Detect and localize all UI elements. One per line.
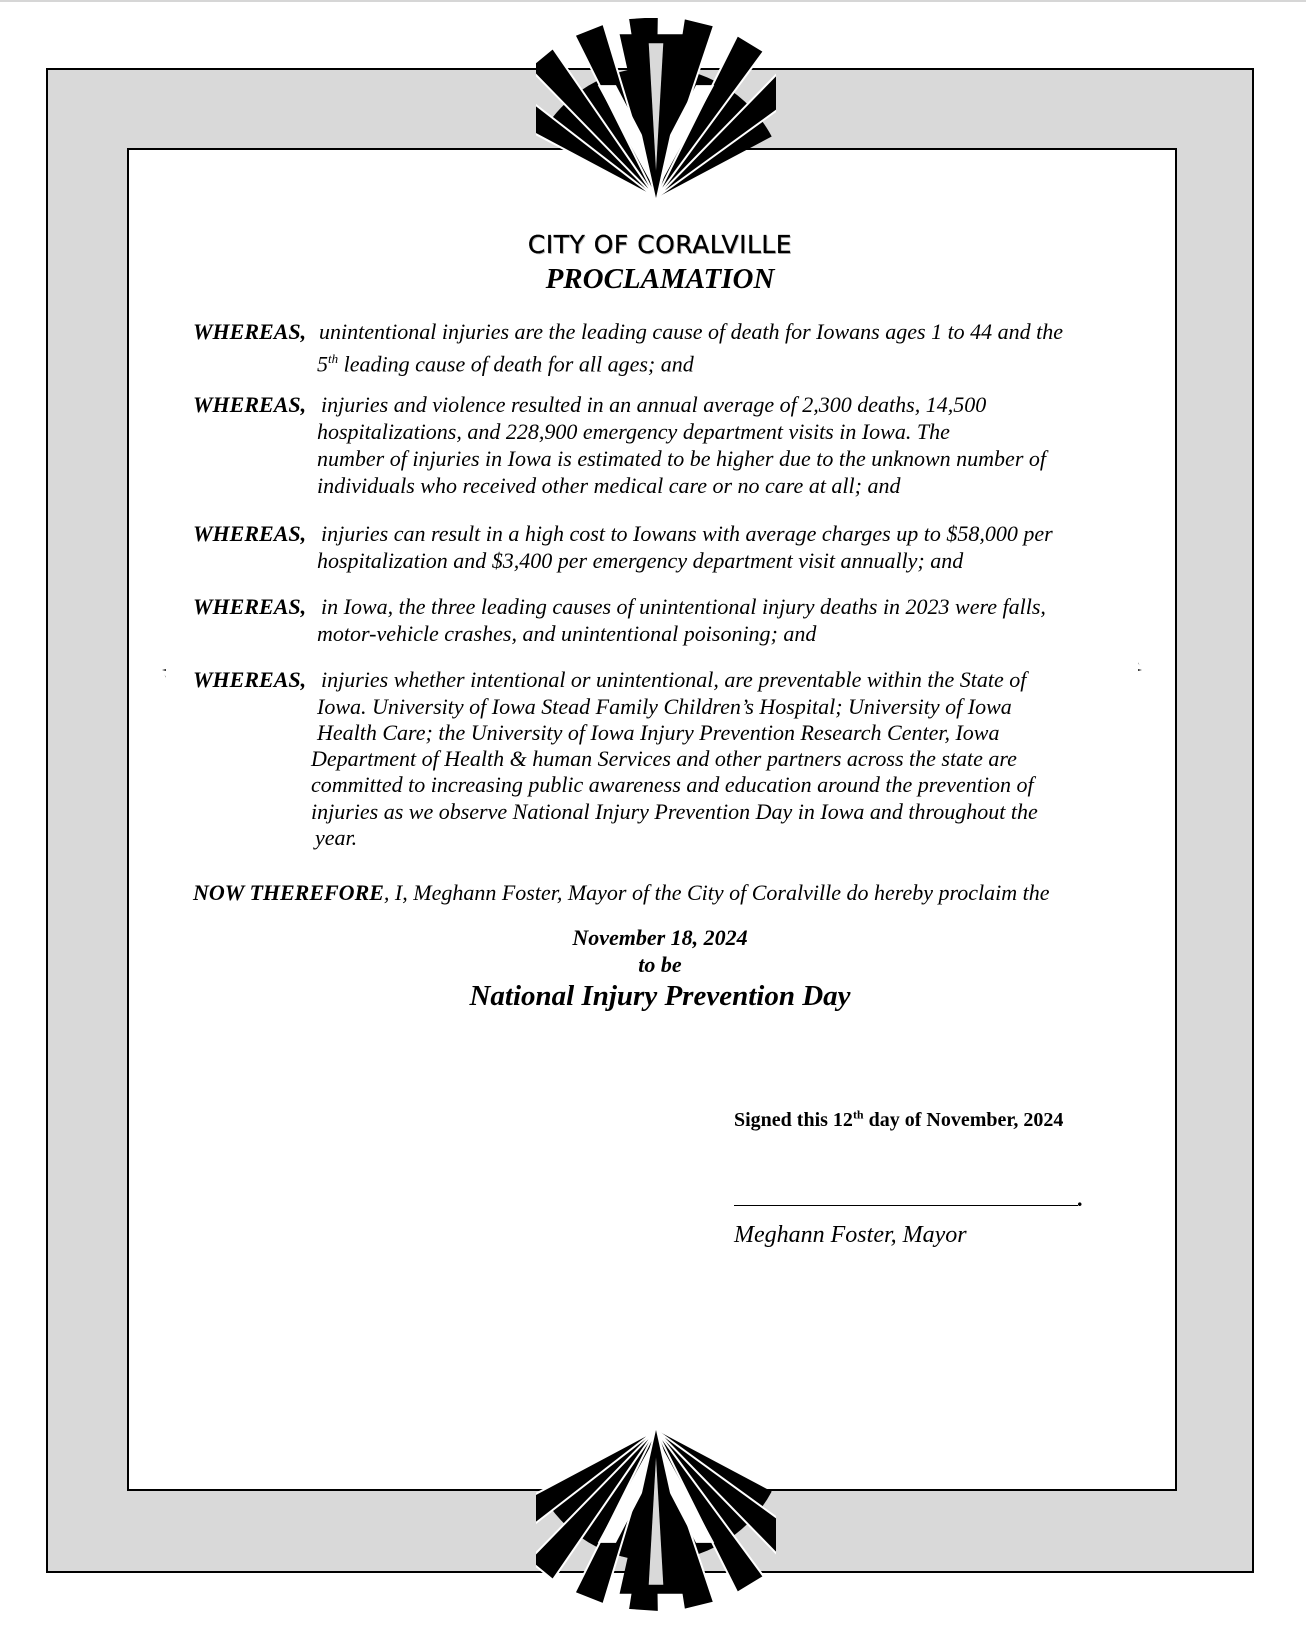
ordinal-number: 5 (317, 351, 328, 377)
clause-line: injuries and violence resulted in an annual average of 2,300 deaths, 14,500 (321, 392, 987, 417)
signed-ordinal-suffix: th (852, 1107, 864, 1122)
signature-line-period: . (1077, 1186, 1083, 1211)
signer-name: Meghann Foster, Mayor (734, 1222, 967, 1248)
signature-line (734, 1205, 1078, 1206)
clause-line: Health Care; the University of Iowa Injury Prevention Research Center, Iowa (317, 720, 1000, 745)
whereas-keyword: WHEREAS, (193, 521, 307, 546)
observance-name: National Injury Prevention Day (469, 980, 851, 1012)
clause-line: unintentional injuries are the leading cause of death for Iowans ages 1 to 44 and the (319, 319, 1064, 344)
clause-line: year. (315, 825, 358, 850)
ordinal-suffix: th (328, 351, 339, 366)
proclamation-title: PROCLAMATION (545, 263, 775, 295)
whereas-keyword: WHEREAS, (193, 392, 307, 417)
now-therefore-text: , I, Meghann Foster, Mayor of the City of Coralville do hereby proclaim the (383, 880, 1050, 905)
clause-line: hospitalizations, and 228,900 emergency department visits in Iowa. The (317, 419, 950, 444)
clause-line: Iowa. University of Iowa Stead Family Children’s Hospital; University of Iowa (317, 694, 1012, 719)
city-name-heading: CITY OF CORALVILLE (527, 230, 793, 259)
proclamation-date: November 18, 2024 (572, 925, 748, 950)
now-therefore-keyword: NOW THEREFORE (193, 880, 384, 905)
clause-line: injuries can result in a high cost to Iowans with average charges up to $58,000 per (321, 521, 1053, 546)
now-therefore-statement (193, 880, 1050, 906)
clause-line: injuries whether intentional or unintentional, are preventable within the State of (321, 667, 1027, 692)
clause-line: Department of Health & human Services and other partners across the state are (311, 746, 1017, 771)
clause-line: injuries as we observe National Injury Prevention Day in Iowa and throughout the (311, 799, 1038, 824)
signed-prefix: Signed this 12 (734, 1109, 853, 1131)
signed-date-line (734, 1109, 1063, 1132)
proclamation-connector: to be (638, 952, 682, 977)
whereas-keyword: WHEREAS, (193, 667, 307, 692)
clause-line: motor-vehicle crashes, and unintentional poisoning; and (317, 621, 817, 646)
whereas-keyword: WHEREAS, (193, 319, 307, 344)
clause-line: individuals who received other medical care or no care at all; and (317, 473, 901, 498)
clause-line (317, 345, 694, 377)
whereas-keyword: WHEREAS, (193, 594, 307, 619)
clause-line: number of injuries in Iowa is estimated to be higher due to the unknown number of (317, 446, 1046, 471)
clause-line: hospitalization and $3,400 per emergency department visit annually; and (317, 548, 964, 573)
signed-rest: day of November, 2024 (863, 1109, 1064, 1131)
clause-line: in Iowa, the three leading causes of unintentional injury deaths in 2023 were falls, (321, 594, 1046, 619)
clause-line-text: leading cause of death for all ages; and (343, 351, 694, 377)
clause-line: committed to increasing public awareness and education around the prevention of (311, 772, 1034, 797)
